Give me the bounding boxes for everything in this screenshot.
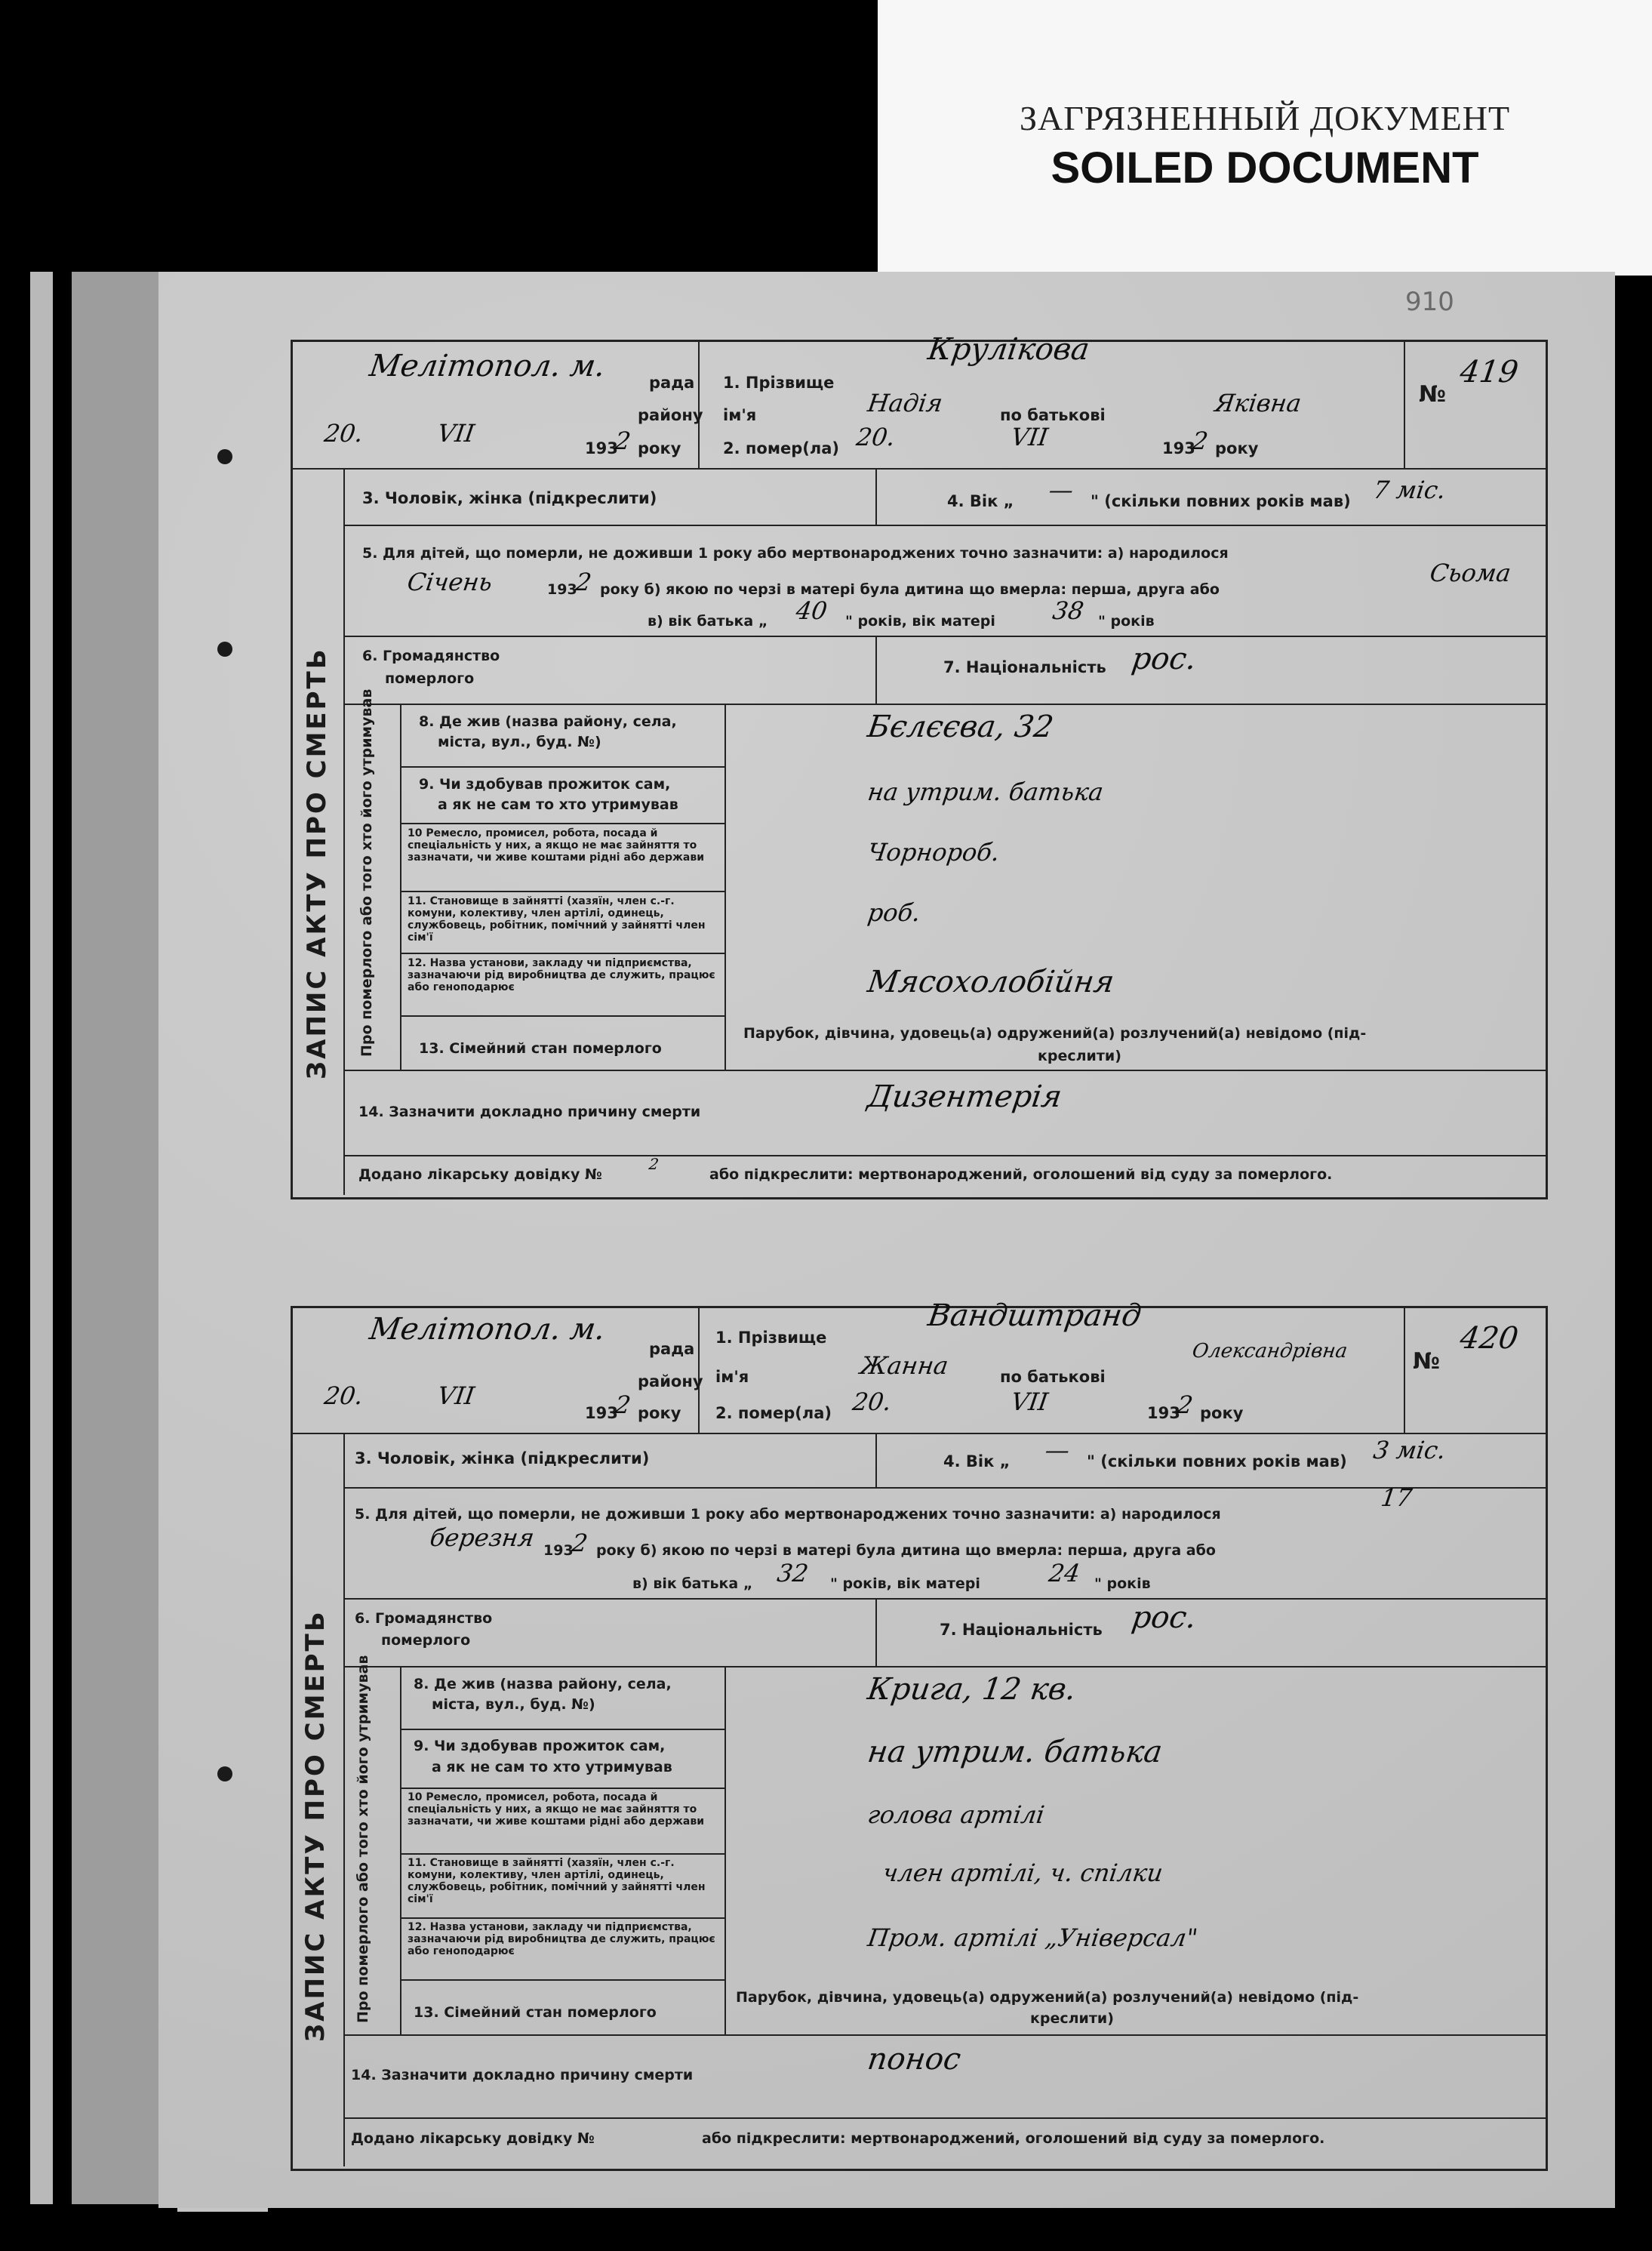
marital-options: Парубок, дівчина, удовець(а) одружений(а) розлучений(а) невідомо (під- (736, 1989, 1359, 2006)
marital-label: 13. Сімейний стан померлого (419, 1040, 662, 1057)
cause-label: 14. Зазначити докладно причину смерти (358, 1104, 701, 1120)
died-label: 2. помер(ла) (723, 439, 840, 457)
rule (400, 953, 724, 954)
reg-year-digit: 2 (613, 426, 633, 455)
name-handwriting: Жанна (858, 1351, 950, 1380)
rule (400, 1729, 724, 1730)
employment-status-handwriting: член артілі, ч. спілки (881, 1858, 1165, 1887)
age-dash: — (1043, 1436, 1072, 1464)
rule (400, 1788, 724, 1789)
rule (343, 1487, 1546, 1489)
nationality-label: 7. Національність (940, 1621, 1103, 1639)
certificate-number: 2 (648, 1155, 660, 1173)
rule (875, 636, 877, 704)
patronymic-handwriting: Яківна (1213, 389, 1303, 417)
citizenship-label: 6. Громадянство (355, 1610, 493, 1627)
sex-label: 3. Чоловік, жінка (підкреслити) (355, 1449, 650, 1467)
side-subtitle: Про померлого або того хто його утримував (355, 1655, 371, 2023)
reg-day: 20. (322, 1381, 365, 1410)
support-handwriting: на утрим. батька (865, 1735, 1164, 1769)
patronymic-label: по батькові (1000, 406, 1106, 424)
employment-status-label: 11. Становище в зайнятті (хазяїн, член с.-г. комуни, колективу, член артілі, одинець, службовець, робітник, помічний у зайнятті член сім'ї (408, 895, 706, 944)
reg-day: 20. (322, 419, 365, 448)
label-russian: ЗАГРЯЗНЕННЫЙ ДОКУМЕНТ (1019, 98, 1511, 137)
father-age: 32 (775, 1559, 811, 1587)
rule (400, 766, 724, 768)
roku-label: року (1200, 1404, 1244, 1422)
support-label: 9. Чи здобував прожиток сам, (414, 1738, 666, 1754)
occupation-handwriting: голова артілі (866, 1800, 1047, 1829)
record-number: 420 (1457, 1321, 1521, 1356)
residence-label: 8. Де жив (назва району, села, (419, 713, 677, 730)
death-month: VII (1009, 1387, 1051, 1416)
page-number: 910 (1405, 287, 1454, 317)
father-age-label: в) вік батька „ (632, 1575, 753, 1592)
rada-label: рада (649, 374, 695, 392)
citizenship-sub: померлого (381, 1632, 471, 1649)
rule (724, 1666, 726, 2034)
death-year-digit: 2 (1175, 1390, 1195, 1419)
year-prefix: 193 (585, 439, 618, 457)
cause-handwriting: понос (865, 2042, 963, 2077)
roku-label: року (1215, 439, 1259, 457)
rule (724, 704, 726, 1070)
surname-handwriting: Крулікова (925, 332, 1092, 367)
rule (400, 823, 724, 824)
rule (343, 2117, 1546, 2119)
marital-options: Парубок, дівчина, удовець(а) одружений(а) розлучений(а) невідомо (під- (743, 1025, 1367, 1042)
employer-label: 12. Назва установи, закладу чи підприємства, зазначаючи рід виробництва де служить, працює або геноподарює (408, 957, 715, 993)
born-year-digit: 2 (574, 568, 594, 596)
support-sub: а як не сам то хто утримував (432, 1759, 672, 1775)
rule (343, 1666, 1546, 1667)
citizenship-label: 6. Громадянство (362, 648, 500, 664)
sex-label: 3. Чоловік, жінка (підкреслити) (362, 489, 657, 507)
surname-label: 1. Прізвище (715, 1329, 827, 1347)
mother-age-label: " років, вік матері (830, 1575, 980, 1592)
marital-options-tail: креслити) (1030, 2010, 1114, 2027)
rayonu-label: району (638, 1372, 703, 1390)
label-english: SOILED DOCUMENT (1051, 143, 1479, 192)
occupation-label: 10 Ремесло, промисел, робота, посада й спеціальність у них, а якщо не має зайняття то зазначати, чи живе коштами рідні або держави (408, 827, 705, 864)
employer-handwriting: Пром. артілі „Універсал" (866, 1923, 1200, 1952)
birth-order-label: року б) якою по черзі в матері була дитина що вмерла: перша, друга або (600, 581, 1220, 598)
rayonu-label: району (638, 406, 703, 424)
employer-label: 12. Назва установи, закладу чи підприємства, зазначаючи рід виробництва де служить, працює або геноподарює (408, 1921, 715, 1957)
rule (698, 1306, 700, 1433)
rule (698, 340, 700, 468)
rule (1404, 340, 1405, 468)
rule (875, 1433, 877, 1487)
support-sub: а як не сам то хто утримував (438, 796, 678, 813)
rule (400, 891, 724, 892)
years-label: " років (1094, 1575, 1151, 1592)
rule (875, 1598, 877, 1666)
rule (291, 1433, 1546, 1434)
born-month: Січень (405, 568, 494, 596)
residence-handwriting: Бєлєєва, 32 (865, 710, 1056, 744)
rule (343, 704, 1546, 705)
infant-info-label: 5. Для дітей, що померли, не доживши 1 року або мертвонароджених точно зазначити: а) народилося (362, 545, 1229, 562)
rule (1404, 1306, 1405, 1433)
age-label-tail: " (скільки повних років мав) (1091, 492, 1351, 510)
birth-order-label: року б) якою по черзі в матері була дитина що вмерла: перша, друга або (596, 1542, 1216, 1559)
year-prefix: 193 (1147, 1404, 1180, 1422)
name-handwriting: Надія (866, 389, 945, 417)
years-label: " років (1098, 613, 1155, 630)
side-title: ЗАПИС АКТУ ПРО СМЕРТЬ (300, 1609, 331, 2042)
nationality-handwriting: рос. (1129, 642, 1199, 676)
rule (343, 525, 1546, 526)
born-month: березня (428, 1523, 537, 1552)
residence-sub: міста, вул., буд. №) (438, 734, 601, 750)
rule (291, 468, 1546, 470)
rule (875, 468, 877, 525)
reg-year-digit: 2 (613, 1390, 633, 1419)
rule (343, 1155, 1546, 1156)
binding-hole (217, 449, 232, 464)
marital-label: 13. Сімейний стан померлого (414, 2004, 657, 2021)
died-label: 2. помер(ла) (715, 1404, 832, 1422)
mother-age-label: " років, вік матері (845, 613, 995, 630)
certificate-label: Додано лікарську довідку № (351, 2130, 595, 2147)
infant-info-label: 5. Для дітей, що померли, не доживши 1 року або мертвонароджених точно зазначити: а) народилося (355, 1506, 1221, 1523)
residence-label: 8. Де жив (назва району, села, (414, 1676, 672, 1692)
reg-month: VII (435, 1381, 477, 1410)
side-subtitle: Про померлого або того хто його утримував (358, 688, 375, 1057)
age-handwriting: 7 міс. (1371, 476, 1448, 504)
occupation-handwriting: Чорнороб. (866, 838, 1001, 867)
name-label: ім'я (723, 406, 757, 424)
rule (343, 2034, 1546, 2036)
age-label-tail: " (скільки повних років мав) (1087, 1452, 1347, 1470)
number-sign: № (1413, 1348, 1441, 1375)
rule (343, 636, 1546, 637)
year-prefix: 193 (1162, 439, 1195, 457)
residence-sub: міста, вул., буд. №) (432, 1696, 595, 1713)
age-label: 4. Вік „ (943, 1452, 1011, 1470)
surname-label: 1. Прізвище (723, 374, 835, 392)
age-dash: — (1047, 476, 1075, 504)
binding-hole (217, 642, 232, 657)
rule (343, 468, 345, 1195)
rule (400, 1917, 724, 1919)
rule (343, 1433, 345, 2166)
marital-options-tail: креслити) (1038, 1048, 1121, 1064)
employment-status-handwriting: роб. (866, 898, 923, 927)
binding-strip (30, 272, 53, 2204)
name-label: ім'я (715, 1368, 749, 1386)
death-year-digit: 2 (1190, 426, 1211, 455)
certificate-note: або підкреслити: мертвонароджений, оголошений від суду за померлого. (702, 2130, 1325, 2147)
occupation-label: 10 Ремесло, промисел, робота, посада й спеціальність у них, а якщо не має зайняття то зазначати, чи живе коштами рідні або держави (408, 1791, 705, 1828)
rule (400, 1979, 724, 1981)
born-day: 17 (1379, 1483, 1414, 1512)
rule (400, 1015, 724, 1017)
death-day: 20. (854, 423, 897, 451)
year-prefix: 193 (543, 1542, 574, 1559)
rule (343, 1598, 1546, 1600)
side-title: ЗАПИС АКТУ ПРО СМЕРТЬ (302, 647, 332, 1079)
soiled-document-label (878, 0, 1652, 276)
death-month: VII (1009, 423, 1051, 451)
rule (343, 1070, 1546, 1071)
certificate-label: Додано лікарську довідку № (358, 1166, 602, 1183)
support-handwriting: на утрим. батька (866, 778, 1106, 806)
nationality-handwriting: рос. (1129, 1600, 1199, 1635)
father-age: 40 (794, 596, 829, 625)
born-year-digit: 2 (570, 1529, 590, 1557)
patronymic-handwriting: Олександрівна (1190, 1340, 1349, 1363)
year-prefix: 193 (585, 1404, 618, 1422)
rada-handwriting: Мелітопол. м. (367, 1312, 608, 1347)
patronymic-label: по батькові (1000, 1368, 1106, 1386)
number-sign: № (1419, 381, 1447, 408)
roku-label: року (638, 439, 681, 457)
age-label: 4. Вік „ (947, 492, 1014, 510)
record-number: 419 (1457, 355, 1521, 390)
mother-age: 24 (1047, 1559, 1082, 1587)
rada-handwriting: Мелітопол. м. (367, 349, 608, 383)
father-age-label: в) вік батька „ (648, 613, 768, 630)
employment-status-label: 11. Становище в зайнятті (хазяїн, член с.-г. комуни, колективу, член артілі, одинець, службовець, робітник, помічний у зайнятті член сім'ї (408, 1857, 706, 1905)
reg-month: VII (435, 419, 477, 448)
surname-handwriting: Вандштранд (925, 1298, 1144, 1333)
death-day: 20. (851, 1387, 894, 1416)
roku-label: року (638, 1404, 681, 1422)
mother-age: 38 (1051, 596, 1086, 625)
cause-handwriting: Дизентерія (865, 1079, 1064, 1114)
nationality-label: 7. Національність (943, 658, 1106, 676)
rule (400, 1853, 724, 1855)
cause-label: 14. Зазначити докладно причину смерти (351, 2067, 694, 2083)
year-prefix: 193 (547, 581, 577, 598)
residence-handwriting: Крига, 12 кв. (865, 1672, 1078, 1707)
birth-order-handwriting: Сьома (1428, 559, 1513, 587)
employer-handwriting: Мясохолобійня (865, 965, 1117, 999)
certificate-note: або підкреслити: мертвонароджений, оголошений від суду за померлого. (709, 1166, 1333, 1183)
rada-label: рада (649, 1340, 695, 1358)
citizenship-sub: померлого (385, 670, 475, 687)
age-handwriting: 3 міс. (1371, 1436, 1448, 1464)
support-label: 9. Чи здобував прожиток сам, (419, 776, 671, 793)
binding-hole (217, 1766, 232, 1781)
